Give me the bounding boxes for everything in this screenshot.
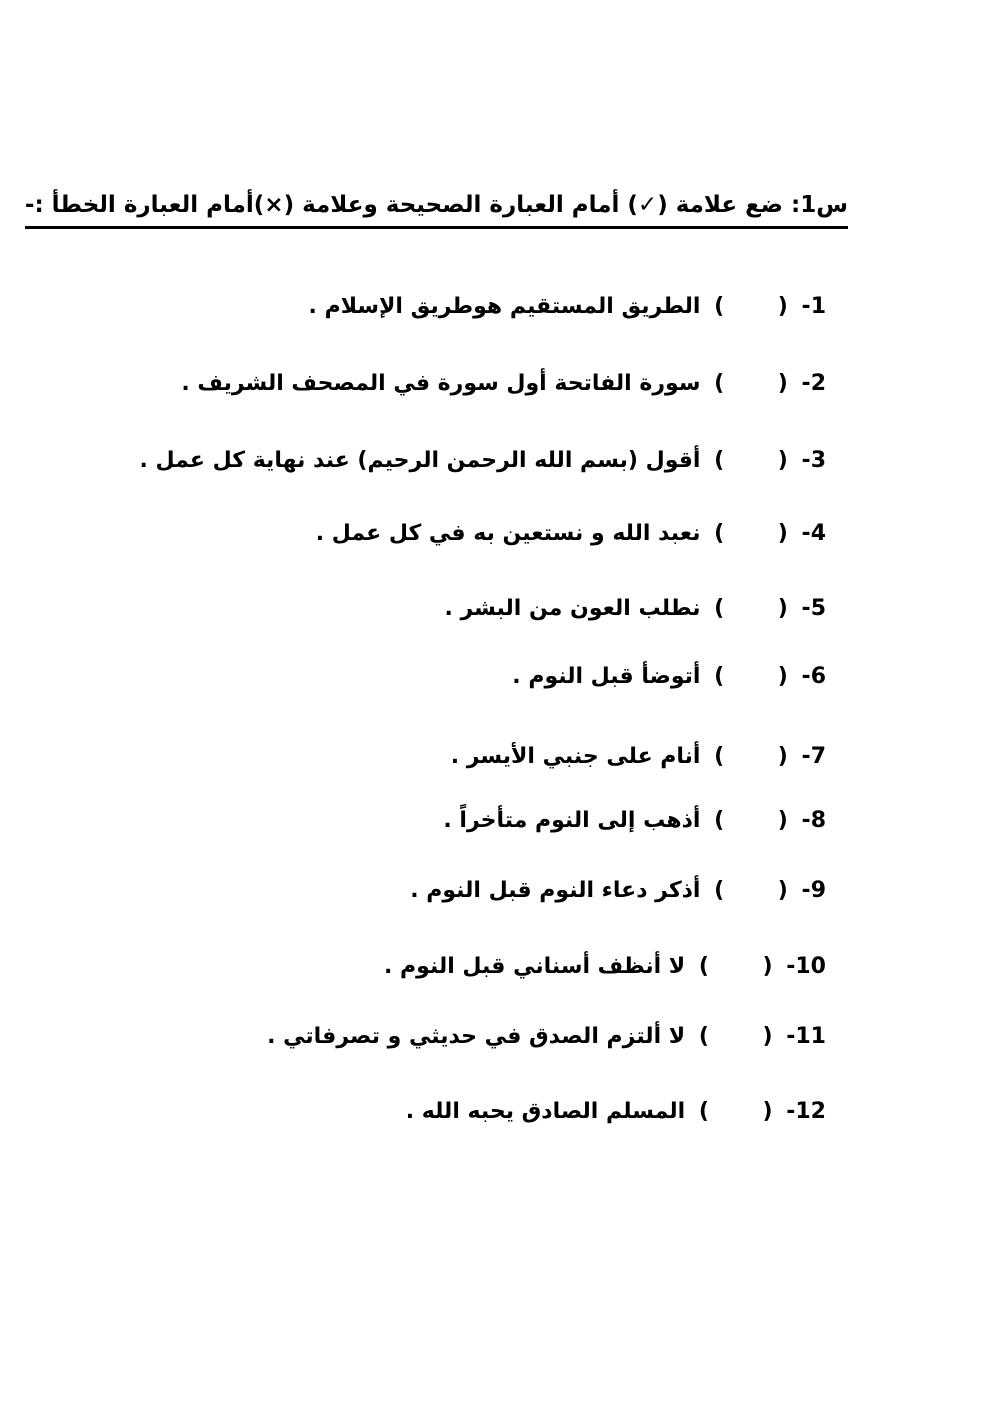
- item-number: 8-: [801, 808, 826, 833]
- item-number: 2-: [801, 371, 826, 396]
- answer-blank: ( ): [714, 294, 788, 319]
- item-number: 6-: [801, 664, 826, 689]
- statement-text: أتوضأ قبل النوم .: [512, 664, 701, 689]
- statement-row-9: [410, 877, 826, 906]
- statement-text: أذهب إلى النوم متأخراً .: [443, 808, 701, 833]
- statement-row-2: [181, 370, 826, 399]
- statement-row-6: [512, 663, 826, 692]
- statement-text: نعبد الله و نستعين به في كل عمل .: [315, 521, 701, 546]
- question-title: س1: ضع علامة (✓) أمام العبارة الصحيحة وعلامة (×)أمام العبارة الخطأ :-: [25, 191, 848, 229]
- answer-blank: ( ): [714, 664, 788, 689]
- answer-blank: ( ): [714, 521, 788, 546]
- statement-text: نطلب العون من البشر .: [444, 596, 701, 621]
- answer-blank: ( ): [714, 371, 788, 396]
- item-number: 4-: [801, 521, 826, 546]
- statement-row-1: [309, 293, 826, 322]
- statement-row-11: [267, 1023, 826, 1052]
- statement-row-3: [140, 447, 826, 476]
- answer-blank: ( ): [714, 808, 788, 833]
- statement-text: أقول (بسم الله الرحمن الرحيم) عند نهاية كل عمل .: [139, 448, 701, 473]
- statement-text: المسلم الصادق يحبه الله .: [405, 1099, 686, 1124]
- item-number: 11-: [786, 1024, 826, 1049]
- statement-row-5: [444, 595, 826, 624]
- statement-row-7: [451, 743, 826, 772]
- item-number: 3-: [801, 448, 826, 473]
- statement-text: لا ألتزم الصدق في حديثي و تصرفاتي .: [267, 1024, 686, 1049]
- statement-text: أنام على جنبي الأيسر .: [450, 744, 701, 769]
- item-number: 7-: [801, 744, 826, 769]
- statement-row-8: [443, 807, 826, 836]
- answer-blank: ( ): [714, 448, 788, 473]
- answer-blank: ( ): [698, 1099, 773, 1124]
- statement-text: أذكر دعاء النوم قبل النوم .: [410, 878, 701, 903]
- answer-blank: ( ): [698, 954, 773, 979]
- statement-row-12: [406, 1098, 826, 1127]
- answer-blank: ( ): [714, 878, 788, 903]
- item-number: 5-: [801, 596, 826, 621]
- answer-blank: ( ): [714, 744, 788, 769]
- statement-text: سورة الفاتحة أول سورة في المصحف الشريف .: [181, 371, 701, 396]
- statement-text: لا أنظف أسناني قبل النوم .: [384, 954, 686, 979]
- answer-blank: ( ): [698, 1024, 773, 1049]
- statement-row-10: [384, 953, 826, 982]
- item-number: 12-: [786, 1099, 826, 1124]
- item-number: 9-: [801, 878, 826, 903]
- statement-text: الطريق المستقيم هوطريق الإسلام .: [308, 294, 701, 319]
- item-number: 10-: [786, 954, 826, 979]
- answer-blank: ( ): [714, 596, 788, 621]
- statement-row-4: [316, 520, 826, 549]
- item-number: 1-: [801, 294, 826, 319]
